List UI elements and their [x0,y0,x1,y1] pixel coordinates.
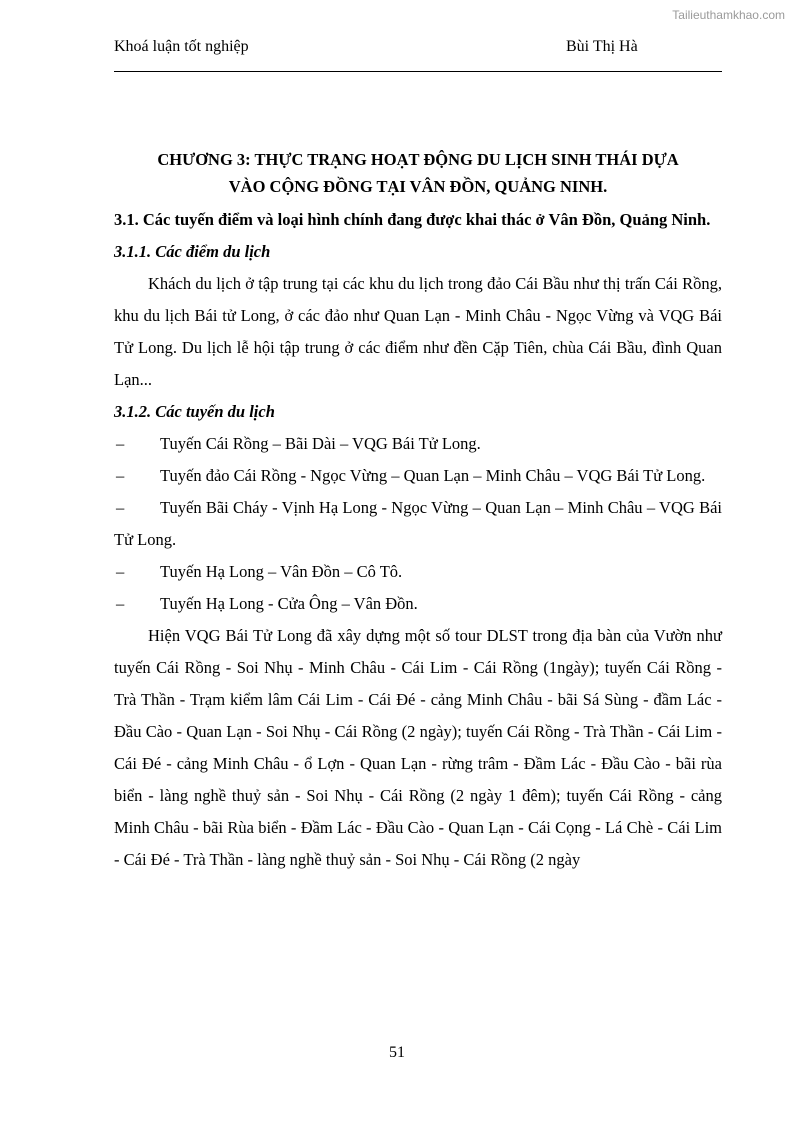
route-list-item [114,556,722,588]
section-heading-3-1-1: 3.1.1. Các điểm du lịch [114,242,271,261]
route-text: Tuyến đảo Cái Rồng - Ngọc Vừng – Quan Lạn – Minh Châu – VQG Bái Tử Long. [160,466,706,485]
route-text: Tuyến Hạ Long – Vân Đồn – Cô Tô. [160,562,403,581]
bullet-dash: – [116,562,125,581]
route-list-item [114,460,722,492]
paragraph-tours: Hiện VQG Bái Tử Long đã xây dựng một số tour DLST trong địa bàn của Vườn như tuyến Cái Rồng - Soi Nhụ - Minh Châu - Cái Lim - Cái Rồng (1ngày); tuyến Cái Rồng - Trà Thần - Trạm kiểm lâm Cái Lim - Cái Đé - cảng Minh Châu - bãi Sá Sùng - đầm Lác - Đầu Cào - Quan Lạn - Soi Nhụ - Cái Rồng (2 ngày); tuyến Cái Rồng - Trà Thần - Cái Lim - Cái Đé - cảng Minh Châu - ổ Lợn - Quan Lạn - rừng trâm - Đầm Lác - Đầu Cào - bãi rùa biển - làng nghề thuỷ sản - Soi Nhụ - Cái Rồng (2 ngày 1 đêm); tuyến Cái Rồng - cảng Minh Châu - bãi Rùa biển - Đầm Lác - Đầu Cào - Quan Lạn - Cái Cọng - Lá Chè - Cái Lim - Cái Đé - Trà Thần - làng nghề thuỷ sản - Soi Nhụ - Cái Rồng (2 ngày [114,626,722,869]
route-list-item [114,428,722,460]
route-text: Tuyến Hạ Long - Cửa Ông – Vân Đồn. [160,594,418,613]
paragraph-tourist-points: Khách du lịch ở tập trung tại các khu du lịch trong đảo Cái Bầu như thị trấn Cái Rồng, khu du lịch Bái tử Long, ở các đảo như Quan Lạn - Minh Châu - Ngọc Vừng và VQG Bái Tử Long. Du lịch lễ hội tập trung ở các điểm như đền Cặp Tiên, chùa Cái Bầu, đình Quan Lạn... [114,274,722,389]
document-body [114,146,722,876]
bullet-dash: – [116,466,125,485]
watermark-text: Tailieuthamkhao.com [672,8,785,22]
chapter-title [114,146,722,200]
page-number: 51 [389,1044,405,1061]
page-header [114,38,722,60]
route-text: Tuyến Cái Rồng – Bãi Dài – VQG Bái Tử Long. [160,434,481,453]
bullet-dash: – [116,498,125,517]
bullet-dash: – [116,594,125,613]
section-heading-3-1-2: 3.1.2. Các tuyến du lịch [114,402,275,421]
route-list-item [114,588,722,620]
chapter-title-line-1: CHƯƠNG 3: THỰC TRẠNG HOẠT ĐỘNG DU LỊCH SINH THÁI DỰA [157,150,679,169]
route-list-item [114,492,722,556]
chapter-title-line-2: VÀO CỘNG ĐỒNG TẠI VÂN ĐỒN, QUẢNG NINH. [228,177,608,196]
header-title: Khoá luận tốt nghiệp [114,38,249,55]
header-divider [114,71,722,72]
bullet-dash: – [116,434,125,453]
header-author: Bùi Thị Hà [566,38,638,55]
route-text: Tuyến Bãi Cháy - Vịnh Hạ Long - Ngọc Vừng – Quan Lạn – Minh Châu – VQG Bái Tử Long. [114,498,722,549]
section-heading-3-1: 3.1. Các tuyến điểm và loại hình chính đang được khai thác ở Vân Đồn, Quảng Ninh. [114,210,711,229]
